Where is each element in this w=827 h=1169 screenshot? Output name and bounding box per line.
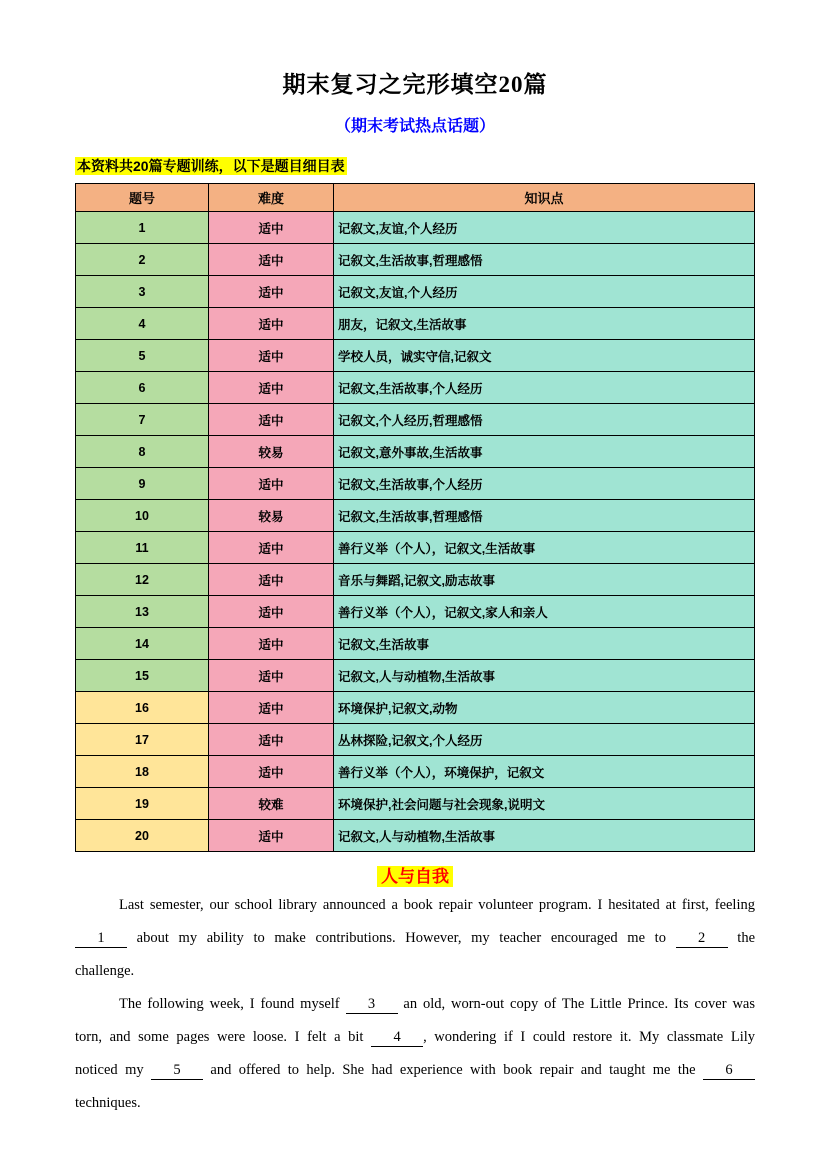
- table-row: [76, 308, 755, 340]
- document-subtitle: （期末考试热点话题）: [334, 118, 495, 135]
- cell-number: 9: [76, 468, 209, 500]
- cell-topics: 善行义举（个人），环境保护，记叙文: [334, 756, 755, 788]
- cell-topics: 记叙文,人与动植物,生活故事: [334, 660, 755, 692]
- intro-line: [75, 156, 755, 176]
- cell-difficulty: 适中: [209, 404, 334, 436]
- cell-number: 1: [76, 212, 209, 244]
- cell-number: 6: [76, 372, 209, 404]
- header-cell-difficulty: 难度: [209, 184, 334, 212]
- cell-difficulty: 适中: [209, 692, 334, 724]
- table-row: [76, 468, 755, 500]
- cell-topics: 善行义举（个人），记叙文,生活故事: [334, 532, 755, 564]
- cloze-blank-5: 5: [151, 1062, 203, 1080]
- cell-difficulty: 适中: [209, 340, 334, 372]
- cell-topics: 记叙文,生活故事,个人经历: [334, 372, 755, 404]
- cell-difficulty: 适中: [209, 244, 334, 276]
- table-row: [76, 372, 755, 404]
- cell-difficulty: 较易: [209, 500, 334, 532]
- cloze-blank-2: 2: [676, 930, 728, 948]
- cell-number: 3: [76, 276, 209, 308]
- cell-topics: 记叙文,人与动植物,生活故事: [334, 820, 755, 852]
- cell-topics: 环境保护,社会问题与社会现象,说明文: [334, 788, 755, 820]
- cell-number: 15: [76, 660, 209, 692]
- cell-difficulty: 适中: [209, 660, 334, 692]
- table-row: [76, 244, 755, 276]
- cloze-blank-3: 3: [346, 996, 398, 1014]
- cloze-blank-6: 6: [703, 1062, 755, 1080]
- intro-text: 本资料共20篇专题训练，以下是题目细目表: [77, 158, 345, 174]
- cell-number: 19: [76, 788, 209, 820]
- cell-difficulty: 适中: [209, 372, 334, 404]
- cell-difficulty: 适中: [209, 468, 334, 500]
- cell-topics: 记叙文,生活故事: [334, 628, 755, 660]
- section-heading: 人与自我: [377, 866, 453, 887]
- passage-paragraph: The following week, I found myself 3 an old, worn-out copy of The Little Prince. Its cover was torn, and some pages were loose. I felt a bit 4 , wondering if I could restore it. My classmate Lily noticed my 5 and offered to help. She had experience with book repair and taught me the 6 techniques.: [75, 996, 756, 1111]
- cell-difficulty: 适中: [209, 820, 334, 852]
- cell-topics: 音乐与舞蹈,记叙文,励志故事: [334, 564, 755, 596]
- cell-number: 20: [76, 820, 209, 852]
- cell-number: 5: [76, 340, 209, 372]
- cell-number: 8: [76, 436, 209, 468]
- table-row: [76, 340, 755, 372]
- cell-number: 11: [76, 532, 209, 564]
- cloze-blank-1: 1: [75, 930, 127, 948]
- cell-topics: 记叙文,个人经历,哲理感悟: [334, 404, 755, 436]
- cell-number: 2: [76, 244, 209, 276]
- table-row: [76, 404, 755, 436]
- table-row: [76, 276, 755, 308]
- cell-topics: 记叙文,生活故事,哲理感悟: [334, 500, 755, 532]
- cell-difficulty: 较难: [209, 788, 334, 820]
- table-row: [76, 788, 755, 820]
- table-body: [76, 212, 755, 852]
- cell-topics: 记叙文,友谊,个人经历: [334, 276, 755, 308]
- cell-number: 10: [76, 500, 209, 532]
- catalog-table: [75, 183, 755, 852]
- cell-number: 14: [76, 628, 209, 660]
- table-row: [76, 212, 755, 244]
- cell-topics: 记叙文,友谊,个人经历: [334, 212, 755, 244]
- table-row: [76, 532, 755, 564]
- cell-difficulty: 适中: [209, 212, 334, 244]
- table-row: [76, 500, 755, 532]
- cell-difficulty: 适中: [209, 596, 334, 628]
- table-header-row: [76, 184, 755, 212]
- cell-number: 4: [76, 308, 209, 340]
- cell-difficulty: 较易: [209, 436, 334, 468]
- cell-number: 16: [76, 692, 209, 724]
- table-row: [76, 756, 755, 788]
- cell-topics: 记叙文,意外事故,生活故事: [334, 436, 755, 468]
- table-row: [76, 436, 755, 468]
- table-row: [76, 724, 755, 756]
- passage-paragraph: Last semester, our school library announced a book repair volunteer program. I hesitated at first, feeling 1 about my ability to make contributions. However, my teacher encouraged me to 2 the challenge.: [75, 897, 756, 979]
- cell-topics: 丛林探险,记叙文,个人经历: [334, 724, 755, 756]
- table-row: [76, 628, 755, 660]
- cell-topics: 记叙文,生活故事,哲理感悟: [334, 244, 755, 276]
- cell-number: 18: [76, 756, 209, 788]
- cloze-blank-4: 4: [371, 1029, 423, 1047]
- table-row: [76, 596, 755, 628]
- cell-topics: 善行义举（个人），记叙文,家人和亲人: [334, 596, 755, 628]
- table-row: [76, 564, 755, 596]
- header-cell-topics: 知识点: [334, 184, 755, 212]
- header-cell-number: 题号: [76, 184, 209, 212]
- cell-difficulty: 适中: [209, 308, 334, 340]
- cell-topics: 环境保护,记叙文,动物: [334, 692, 755, 724]
- cell-number: 13: [76, 596, 209, 628]
- cell-difficulty: 适中: [209, 532, 334, 564]
- document-title: 期末复习之完形填空20篇: [282, 72, 548, 97]
- cell-number: 12: [76, 564, 209, 596]
- cell-topics: 记叙文,生活故事,个人经历: [334, 468, 755, 500]
- cell-difficulty: 适中: [209, 724, 334, 756]
- table-row: [76, 820, 755, 852]
- cell-number: 7: [76, 404, 209, 436]
- table-row: [76, 660, 755, 692]
- cell-difficulty: 适中: [209, 756, 334, 788]
- cell-topics: 朋友，记叙文,生活故事: [334, 308, 755, 340]
- passage: [75, 889, 755, 1120]
- section-heading-line: [75, 862, 755, 887]
- table-row: [76, 692, 755, 724]
- cell-topics: 学校人员，诚实守信,记叙文: [334, 340, 755, 372]
- cell-difficulty: 适中: [209, 276, 334, 308]
- cell-difficulty: 适中: [209, 564, 334, 596]
- cell-difficulty: 适中: [209, 628, 334, 660]
- cell-number: 17: [76, 724, 209, 756]
